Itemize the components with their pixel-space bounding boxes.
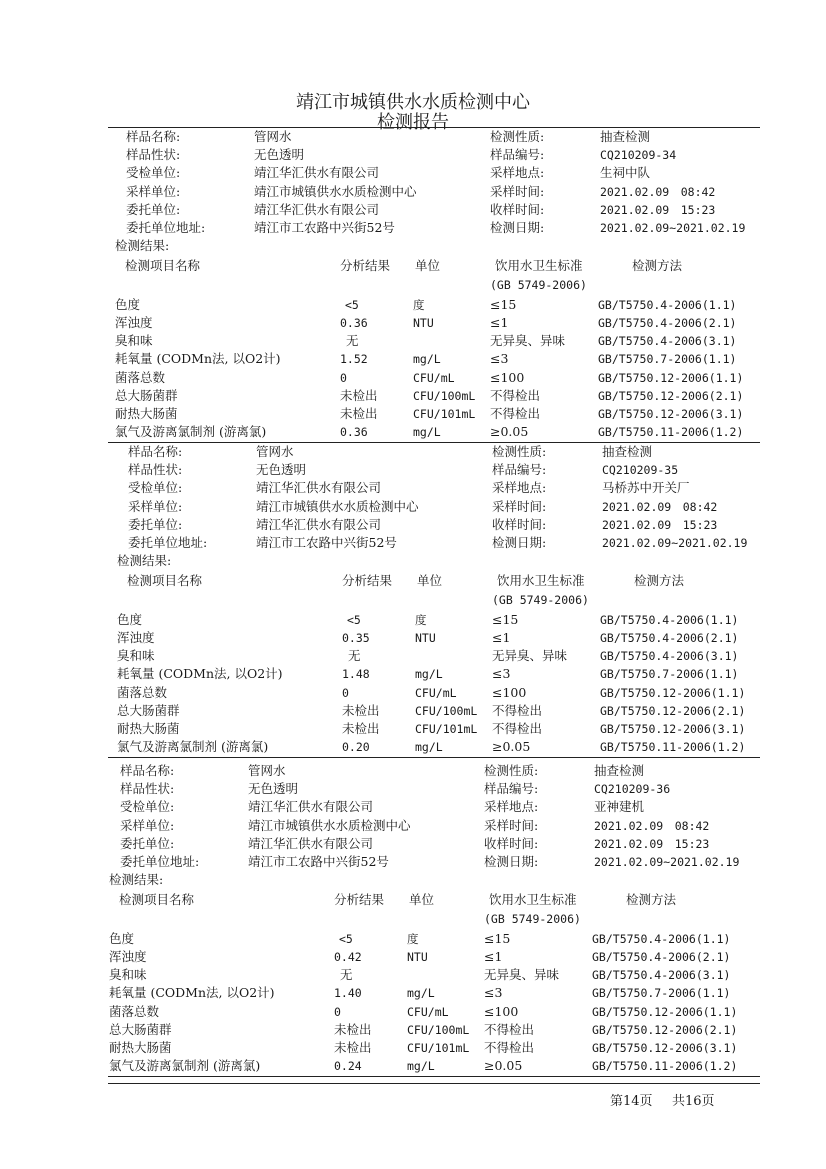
col-item: 检测项目名称 bbox=[119, 892, 195, 908]
item-result: 0.35 bbox=[342, 631, 370, 645]
report-subtitle: 检测报告 bbox=[377, 112, 449, 133]
value-sample-state: 无色透明 bbox=[254, 147, 305, 163]
value-sampling-site: 生祠中队 bbox=[600, 165, 651, 181]
table-row bbox=[0, 984, 826, 1002]
info-row bbox=[0, 853, 826, 871]
item-name: 色度 bbox=[115, 296, 141, 312]
section-divider bbox=[108, 1076, 760, 1077]
item-result: 0.42 bbox=[334, 950, 362, 964]
item-name: 总大肠菌群 bbox=[109, 1021, 172, 1037]
item-method: GB/T5750.4-2006(1.1) bbox=[598, 297, 737, 312]
item-unit: CFU/mL bbox=[413, 370, 455, 385]
item-name: 臭和味 bbox=[117, 648, 155, 664]
info-row bbox=[0, 164, 826, 182]
value-sampling-unit: 靖江市城镇供水水质检测中心 bbox=[256, 498, 419, 514]
col-method: 检测方法 bbox=[634, 573, 685, 589]
value-receive-time: 2021.02.09 15:23 bbox=[600, 202, 716, 217]
item-name: 臭和味 bbox=[109, 967, 147, 983]
item-name: 浑浊度 bbox=[117, 630, 155, 645]
item-result: 未检出 bbox=[342, 721, 380, 736]
item-standard: 无异臭、异味 bbox=[492, 648, 568, 664]
section-divider bbox=[108, 757, 760, 758]
label-sampling-time: 采样时间: bbox=[492, 498, 547, 514]
item-name: 耗氧量 (CODMn法, 以O2计) bbox=[115, 351, 281, 367]
value-test-nature: 抽查检测 bbox=[602, 444, 653, 459]
table-row bbox=[0, 369, 826, 387]
item-name: 菌落总数 bbox=[109, 1003, 160, 1019]
value-test-date: 2021.02.09~2021.02.19 bbox=[600, 221, 746, 235]
col-standard-ref: (GB 5749-2006) bbox=[484, 911, 581, 926]
label-sampling-unit: 采样单位: bbox=[120, 817, 175, 833]
item-standard: ≤1 bbox=[492, 630, 511, 645]
info-row bbox=[0, 461, 826, 479]
item-result: 未检出 bbox=[334, 1040, 372, 1055]
label-commission-unit: 委托单位: bbox=[126, 201, 181, 217]
item-method: GB/T5750.11-2006(1.2) bbox=[598, 425, 744, 440]
item-method: GB/T5750.4-2006(2.1) bbox=[592, 950, 731, 964]
item-method: GB/T5750.4-2006(2.1) bbox=[598, 316, 737, 330]
info-row bbox=[0, 219, 826, 237]
item-method: GB/T5750.4-2006(3.1) bbox=[598, 334, 737, 349]
table-row bbox=[0, 314, 826, 332]
item-method: GB/T5750.4-2006(3.1) bbox=[600, 649, 739, 664]
item-name: 菌落总数 bbox=[115, 369, 166, 385]
table-row bbox=[0, 629, 826, 647]
item-name: 耗氧量 (CODMn法, 以O2计) bbox=[109, 985, 275, 1001]
label-sampling-unit: 采样单位: bbox=[126, 183, 181, 199]
sample-section bbox=[0, 443, 826, 755]
item-result: 未检出 bbox=[340, 387, 378, 403]
results-label: 检测结果: bbox=[115, 238, 170, 254]
value-commission-address: 靖江市工农路中兴街52号 bbox=[248, 854, 389, 869]
value-inspected-unit: 靖江华汇供水有限公司 bbox=[248, 799, 374, 815]
table-row bbox=[0, 423, 826, 441]
item-standard: ≤100 bbox=[484, 1003, 519, 1019]
col-standard-ref: (GB 5749-2006) bbox=[490, 277, 587, 292]
item-result: <5 bbox=[339, 931, 353, 946]
item-method: GB/T5750.7-2006(1.1) bbox=[592, 986, 731, 1001]
table-row bbox=[0, 1057, 826, 1075]
results-label-row bbox=[0, 871, 826, 889]
item-unit: NTU bbox=[407, 950, 428, 964]
info-row bbox=[0, 798, 826, 816]
value-sampling-site: 亚神建机 bbox=[594, 799, 645, 815]
item-standard: ≤100 bbox=[490, 369, 525, 385]
value-receive-time: 2021.02.09 15:23 bbox=[602, 517, 718, 532]
item-standard: ≤15 bbox=[492, 611, 519, 627]
item-method: GB/T5750.7-2006(1.1) bbox=[598, 352, 737, 367]
item-standard: ≤3 bbox=[484, 985, 503, 1001]
item-unit: mg/L bbox=[415, 667, 443, 682]
item-standard: ≤3 bbox=[492, 666, 511, 682]
item-name: 臭和味 bbox=[115, 333, 153, 349]
col-unit: 单位 bbox=[415, 258, 441, 274]
column-header-ref bbox=[0, 910, 826, 928]
col-standard: 饮用水卫生标准 bbox=[495, 258, 583, 274]
label-receive-time: 收样时间: bbox=[490, 201, 545, 217]
item-name: 耐热大肠菌 bbox=[117, 721, 180, 736]
info-row bbox=[0, 128, 826, 146]
value-inspected-unit: 靖江华汇供水有限公司 bbox=[254, 165, 380, 181]
value-sample-name: 管网水 bbox=[254, 129, 292, 144]
table-row bbox=[0, 405, 826, 423]
item-result: 0.36 bbox=[340, 425, 368, 440]
item-result: 0 bbox=[340, 370, 347, 385]
table-row bbox=[0, 1021, 826, 1039]
item-standard: ≤1 bbox=[484, 949, 503, 964]
label-test-nature: 检测性质: bbox=[492, 444, 547, 459]
item-name: 耗氧量 (CODMn法, 以O2计) bbox=[117, 666, 283, 682]
info-row bbox=[0, 534, 826, 552]
item-result: 1.52 bbox=[340, 352, 368, 367]
label-inspected-unit: 受检单位: bbox=[120, 799, 175, 815]
label-sample-state: 样品性状: bbox=[126, 147, 181, 163]
item-result: <5 bbox=[345, 297, 359, 312]
col-standard: 饮用水卫生标准 bbox=[489, 892, 577, 908]
value-sample-name: 管网水 bbox=[248, 763, 286, 778]
item-standard: 不得检出 bbox=[492, 702, 543, 718]
label-commission-address: 委托单位地址: bbox=[128, 535, 208, 550]
col-item: 检测项目名称 bbox=[125, 258, 201, 274]
item-result: 0 bbox=[334, 1004, 341, 1019]
item-name: 总大肠菌群 bbox=[117, 702, 180, 718]
table-row bbox=[0, 948, 826, 966]
item-method: GB/T5750.12-2006(2.1) bbox=[600, 703, 746, 718]
item-result: 无 bbox=[340, 967, 353, 983]
item-name: 耐热大肠菌 bbox=[115, 406, 178, 421]
value-receive-time: 2021.02.09 15:23 bbox=[594, 836, 710, 851]
info-row bbox=[0, 201, 826, 219]
label-test-date: 检测日期: bbox=[490, 220, 545, 235]
label-sampling-site: 采样地点: bbox=[490, 165, 545, 181]
item-method: GB/T5750.12-2006(2.1) bbox=[598, 388, 744, 403]
column-header-ref bbox=[0, 276, 826, 294]
item-method: GB/T5750.4-2006(1.1) bbox=[592, 931, 731, 946]
label-sample-name: 样品名称: bbox=[128, 444, 183, 459]
value-test-nature: 抽查检测 bbox=[594, 763, 645, 778]
report-title: 靖江市城镇供水水质检测中心 bbox=[296, 92, 530, 113]
item-method: GB/T5750.4-2006(3.1) bbox=[592, 968, 731, 983]
col-standard-ref: (GB 5749-2006) bbox=[492, 592, 589, 607]
item-unit: mg/L bbox=[413, 352, 441, 367]
label-sampling-unit: 采样单位: bbox=[128, 498, 183, 514]
value-inspected-unit: 靖江华汇供水有限公司 bbox=[256, 480, 382, 496]
value-commission-address: 靖江市工农路中兴街52号 bbox=[256, 535, 397, 550]
col-method: 检测方法 bbox=[626, 892, 677, 908]
col-standard: 饮用水卫生标准 bbox=[497, 573, 585, 589]
item-result: 0.20 bbox=[342, 740, 370, 755]
item-standard: ≤15 bbox=[484, 930, 511, 946]
item-result: 1.40 bbox=[334, 986, 362, 1001]
table-row bbox=[0, 684, 826, 702]
divider bbox=[108, 1083, 760, 1084]
results-label-row bbox=[0, 237, 826, 255]
item-standard: ≥0.05 bbox=[490, 424, 529, 440]
item-result: 0.24 bbox=[334, 1059, 362, 1074]
column-header-ref bbox=[0, 591, 826, 609]
item-unit: CFU/101mL bbox=[415, 722, 478, 736]
value-sampling-unit: 靖江市城镇供水水质检测中心 bbox=[248, 817, 411, 833]
item-method: GB/T5750.4-2006(1.1) bbox=[600, 612, 739, 627]
value-sample-name: 管网水 bbox=[256, 444, 294, 459]
value-sample-no: CQ210209-36 bbox=[594, 782, 671, 797]
table-row bbox=[0, 350, 826, 368]
label-commission-address: 委托单位地址: bbox=[120, 854, 200, 869]
item-unit: 度 bbox=[407, 931, 419, 946]
item-result: 0 bbox=[342, 685, 349, 700]
table-row bbox=[0, 665, 826, 683]
results-label-row bbox=[0, 552, 826, 570]
item-name: 耐热大肠菌 bbox=[109, 1040, 172, 1055]
item-unit: mg/L bbox=[407, 986, 435, 1001]
label-receive-time: 收样时间: bbox=[492, 516, 547, 532]
value-sampling-time: 2021.02.09 08:42 bbox=[594, 818, 710, 833]
item-method: GB/T5750.12-2006(2.1) bbox=[592, 1022, 738, 1037]
label-sampling-site: 采样地点: bbox=[484, 799, 539, 815]
table-row bbox=[0, 647, 826, 665]
page-total: 共16页 bbox=[672, 1094, 715, 1109]
label-sample-name: 样品名称: bbox=[120, 763, 175, 778]
item-result: 无 bbox=[346, 333, 359, 349]
table-row bbox=[0, 1039, 826, 1057]
item-name: 菌落总数 bbox=[117, 684, 168, 700]
col-result: 分析结果 bbox=[340, 258, 391, 274]
item-unit: mg/L bbox=[407, 1059, 435, 1074]
label-test-date: 检测日期: bbox=[484, 854, 539, 869]
item-result: 1.48 bbox=[342, 667, 370, 682]
label-inspected-unit: 受检单位: bbox=[126, 165, 181, 181]
item-result: 未检出 bbox=[342, 702, 380, 718]
label-sampling-site: 采样地点: bbox=[492, 480, 547, 496]
table-row bbox=[0, 720, 826, 738]
item-unit: CFU/mL bbox=[407, 1004, 449, 1019]
table-row bbox=[0, 1003, 826, 1021]
item-name: 浑浊度 bbox=[109, 949, 147, 964]
col-unit: 单位 bbox=[417, 573, 443, 589]
page-number: 第14页 bbox=[610, 1094, 653, 1109]
info-row bbox=[0, 817, 826, 835]
item-method: GB/T5750.12-2006(3.1) bbox=[598, 407, 744, 421]
label-sample-no: 样品编号: bbox=[490, 147, 545, 163]
label-test-nature: 检测性质: bbox=[484, 763, 539, 778]
label-commission-address: 委托单位地址: bbox=[126, 220, 206, 235]
item-unit: 度 bbox=[413, 297, 425, 312]
item-name: 氯气及游离氯制剂 (游离氯) bbox=[115, 424, 267, 440]
results-label: 检测结果: bbox=[109, 872, 164, 888]
item-standard: ≥0.05 bbox=[484, 1058, 523, 1074]
sample-section bbox=[0, 762, 826, 1074]
item-standard: ≥0.05 bbox=[492, 739, 531, 755]
item-unit: CFU/mL bbox=[415, 685, 457, 700]
info-row bbox=[0, 443, 826, 461]
item-unit: CFU/101mL bbox=[407, 1041, 470, 1055]
info-row bbox=[0, 498, 826, 516]
item-standard: ≤3 bbox=[490, 351, 509, 367]
column-header bbox=[0, 891, 826, 909]
col-item: 检测项目名称 bbox=[127, 573, 203, 589]
item-unit: NTU bbox=[415, 631, 436, 645]
column-header bbox=[0, 257, 826, 275]
col-method: 检测方法 bbox=[632, 258, 683, 274]
item-unit: CFU/101mL bbox=[413, 407, 476, 421]
item-method: GB/T5750.12-2006(1.1) bbox=[592, 1004, 738, 1019]
item-unit: NTU bbox=[413, 316, 434, 330]
item-standard: 不得检出 bbox=[492, 721, 543, 736]
value-sample-state: 无色透明 bbox=[248, 781, 299, 797]
info-row bbox=[0, 183, 826, 201]
item-unit: CFU/100mL bbox=[413, 388, 476, 403]
item-result: 未检出 bbox=[340, 406, 378, 421]
label-test-nature: 检测性质: bbox=[490, 129, 545, 144]
item-result: <5 bbox=[347, 612, 361, 627]
value-sample-no: CQ210209-34 bbox=[600, 148, 677, 163]
results-label: 检测结果: bbox=[117, 553, 172, 569]
item-name: 色度 bbox=[117, 611, 143, 627]
item-standard: ≤15 bbox=[490, 296, 517, 312]
item-method: GB/T5750.12-2006(1.1) bbox=[598, 370, 744, 385]
table-row bbox=[0, 611, 826, 629]
item-method: GB/T5750.12-2006(3.1) bbox=[592, 1041, 738, 1055]
value-commission-unit: 靖江华汇供水有限公司 bbox=[254, 201, 380, 217]
item-result: 未检出 bbox=[334, 1021, 372, 1037]
item-method: GB/T5750.12-2006(1.1) bbox=[600, 685, 746, 700]
label-sample-name: 样品名称: bbox=[126, 129, 181, 144]
value-test-date: 2021.02.09~2021.02.19 bbox=[602, 536, 748, 550]
item-result: 0.36 bbox=[340, 316, 368, 330]
label-commission-unit: 委托单位: bbox=[128, 516, 183, 532]
item-name: 浑浊度 bbox=[115, 315, 153, 330]
item-unit: 度 bbox=[415, 612, 427, 627]
value-sampling-site: 马桥苏中开关厂 bbox=[602, 480, 690, 496]
value-commission-address: 靖江市工农路中兴街52号 bbox=[254, 220, 395, 235]
item-standard: 无异臭、异味 bbox=[484, 967, 560, 983]
table-row bbox=[0, 966, 826, 984]
sample-section bbox=[0, 128, 826, 440]
item-method: GB/T5750.7-2006(1.1) bbox=[600, 667, 739, 682]
info-row bbox=[0, 835, 826, 853]
label-sample-no: 样品编号: bbox=[484, 781, 539, 797]
item-unit: CFU/100mL bbox=[415, 703, 478, 718]
value-sample-no: CQ210209-35 bbox=[602, 463, 679, 478]
table-row bbox=[0, 387, 826, 405]
item-name: 色度 bbox=[109, 930, 135, 946]
label-sample-state: 样品性状: bbox=[120, 781, 175, 797]
value-commission-unit: 靖江华汇供水有限公司 bbox=[248, 835, 374, 851]
value-test-date: 2021.02.09~2021.02.19 bbox=[594, 855, 740, 869]
label-receive-time: 收样时间: bbox=[484, 835, 539, 851]
col-result: 分析结果 bbox=[334, 892, 385, 908]
label-inspected-unit: 受检单位: bbox=[128, 480, 183, 496]
value-sampling-time: 2021.02.09 08:42 bbox=[600, 184, 716, 199]
item-name: 氯气及游离氯制剂 (游离氯) bbox=[109, 1058, 261, 1074]
item-name: 总大肠菌群 bbox=[115, 387, 178, 403]
info-row bbox=[0, 479, 826, 497]
label-sample-no: 样品编号: bbox=[492, 462, 547, 478]
info-row bbox=[0, 780, 826, 798]
value-sample-state: 无色透明 bbox=[256, 462, 307, 478]
label-commission-unit: 委托单位: bbox=[120, 835, 175, 851]
item-standard: 无异臭、异味 bbox=[490, 333, 566, 349]
info-row bbox=[0, 516, 826, 534]
info-row bbox=[0, 762, 826, 780]
table-row bbox=[0, 702, 826, 720]
column-header bbox=[0, 572, 826, 590]
table-row bbox=[0, 332, 826, 350]
item-standard: 不得检出 bbox=[484, 1040, 535, 1055]
item-unit: mg/L bbox=[415, 740, 443, 755]
value-test-nature: 抽查检测 bbox=[600, 129, 651, 144]
item-unit: CFU/100mL bbox=[407, 1022, 470, 1037]
label-sampling-time: 采样时间: bbox=[484, 817, 539, 833]
table-row bbox=[0, 930, 826, 948]
item-method: GB/T5750.4-2006(2.1) bbox=[600, 631, 739, 645]
label-sample-state: 样品性状: bbox=[128, 462, 183, 478]
value-sampling-time: 2021.02.09 08:42 bbox=[602, 499, 718, 514]
item-result: 无 bbox=[348, 648, 361, 664]
item-standard: 不得检出 bbox=[484, 1021, 535, 1037]
item-standard: 不得检出 bbox=[490, 406, 541, 421]
col-unit: 单位 bbox=[409, 892, 435, 908]
label-test-date: 检测日期: bbox=[492, 535, 547, 550]
item-name: 氯气及游离氯制剂 (游离氯) bbox=[117, 739, 269, 755]
label-sampling-time: 采样时间: bbox=[490, 183, 545, 199]
info-row bbox=[0, 146, 826, 164]
table-row bbox=[0, 296, 826, 314]
item-standard: ≤1 bbox=[490, 315, 509, 330]
col-result: 分析结果 bbox=[342, 573, 393, 589]
table-row bbox=[0, 738, 826, 756]
item-method: GB/T5750.11-2006(1.2) bbox=[592, 1059, 738, 1074]
item-method: GB/T5750.12-2006(3.1) bbox=[600, 722, 746, 736]
value-commission-unit: 靖江华汇供水有限公司 bbox=[256, 516, 382, 532]
item-unit: mg/L bbox=[413, 425, 441, 440]
item-standard: 不得检出 bbox=[490, 387, 541, 403]
item-standard: ≤100 bbox=[492, 684, 527, 700]
value-sampling-unit: 靖江市城镇供水水质检测中心 bbox=[254, 183, 417, 199]
item-method: GB/T5750.11-2006(1.2) bbox=[600, 740, 746, 755]
